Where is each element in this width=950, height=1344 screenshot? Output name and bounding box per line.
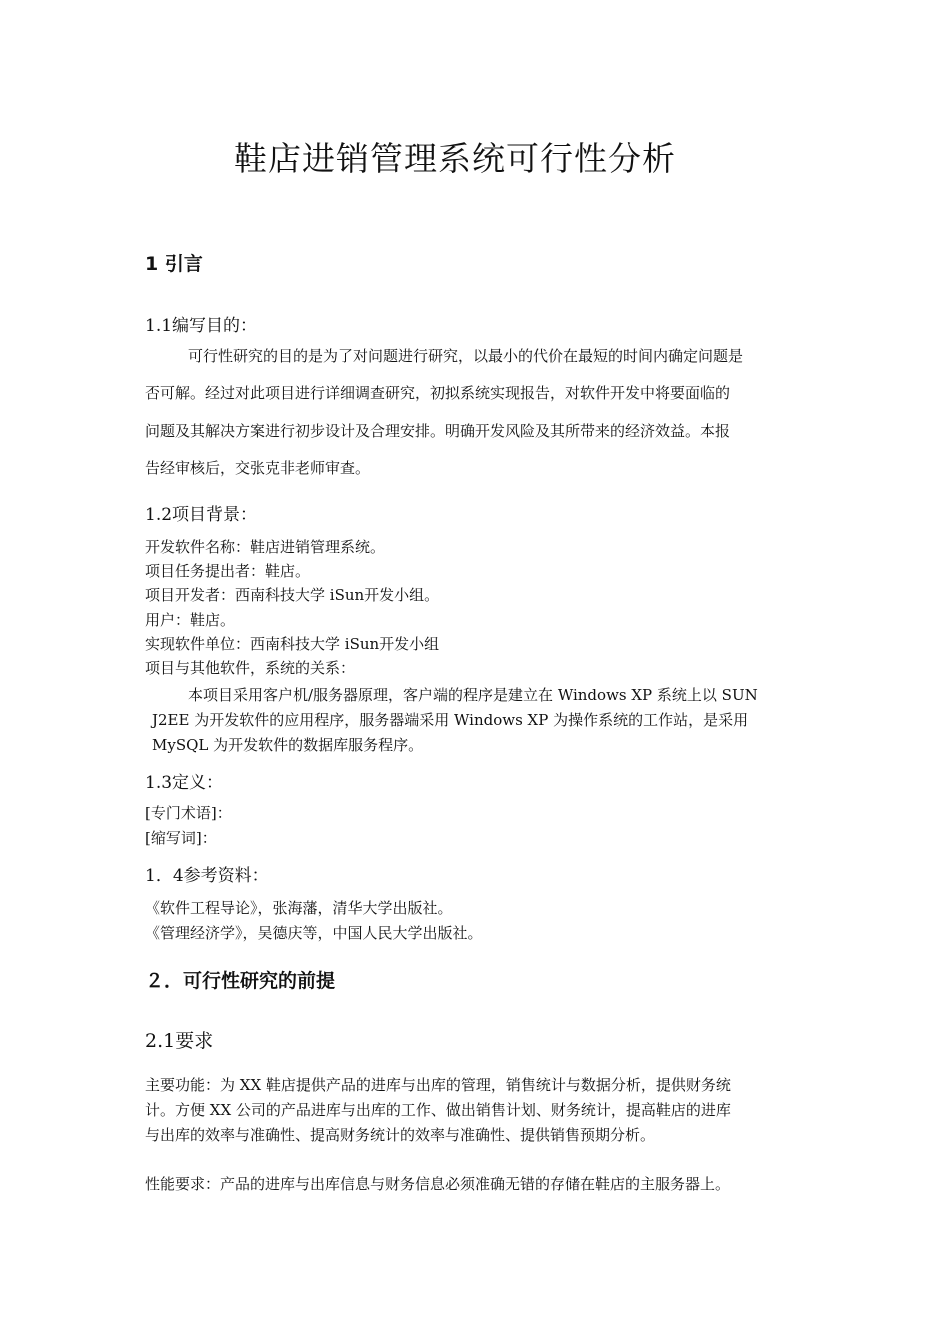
relation-line-1: 本项目采用客户机/服务器原理，客户端的程序是建立在 Windows XP 系统上以 SUN xyxy=(188,686,758,704)
background-item: 项目开发者：西南科技大学 iSun开发小组。 xyxy=(145,586,440,604)
background-item: 实现软件单位：西南科技大学 iSun开发小组 xyxy=(145,635,440,653)
background-item: 开发软件名称：鞋店进销管理系统。 xyxy=(145,538,386,556)
function-line-2: 计。方便 XX 公司的产品进库与出库的工作、做出销售计划、财务统计，提高鞋店的进库 xyxy=(145,1101,731,1119)
document-title: 鞋店进销管理系统可行性分析 xyxy=(234,139,676,178)
purpose-line-1: 可行性研究的目的是为了对问题进行研究，以最小的代价在最短的时间内确定问题是 xyxy=(188,347,744,365)
function-line-1: 主要功能：为 XX 鞋店提供产品的进库与出库的管理，销售统计与数据分析，提供财务统 xyxy=(145,1076,731,1094)
section-1-heading: 1 引言 xyxy=(145,253,203,275)
definition-item: [缩写词]： xyxy=(145,829,217,847)
section-2-1-heading: 2.1要求 xyxy=(145,1030,214,1052)
purpose-line-4: 告经审核后，交张克非老师审查。 xyxy=(145,459,371,477)
relation-line-2: J2EE 为开发软件的应用程序，服务器端采用 Windows XP 为操作系统的工作站，是采用 xyxy=(152,711,749,729)
definition-item: [专门术语]： xyxy=(145,804,232,822)
background-item: 项目任务提出者：鞋店。 xyxy=(145,562,311,580)
background-item: 项目与其他软件，系统的关系： xyxy=(145,659,356,677)
section-1-2-heading: 1.2项目背景： xyxy=(145,505,258,525)
background-item: 用户：鞋店。 xyxy=(145,611,236,629)
reference-item: 《软件工程导论》，张海藩，清华大学出版社。 xyxy=(145,899,453,917)
performance-requirement: 性能要求：产品的进库与出库信息与财务信息必须准确无错的存储在鞋店的主服务器上。 xyxy=(145,1175,731,1193)
function-line-3: 与出库的效率与准确性、提高财务统计的效率与准确性、提供销售预期分析。 xyxy=(145,1126,656,1144)
relation-line-3: MySQL 为开发软件的数据库服务程序。 xyxy=(152,736,424,754)
purpose-line-3: 问题及其解决方案进行初步设计及合理安排。明确开发风险及其所带来的经济效益。本报 xyxy=(145,422,731,440)
section-1-1-heading: 1.1编写目的： xyxy=(145,316,258,336)
section-2-heading: ２．可行性研究的前提 xyxy=(145,970,336,992)
section-1-3-heading: 1.3定义： xyxy=(145,773,224,793)
reference-item: 《管理经济学》，吴德庆等，中国人民大学出版社。 xyxy=(145,924,483,942)
purpose-line-2: 否可解。经过对此项目进行详细调查研究，初拟系统实现报告，对软件开发中将要面临的 xyxy=(145,384,731,402)
section-1-4-heading: 1．4参考资料： xyxy=(145,866,269,886)
